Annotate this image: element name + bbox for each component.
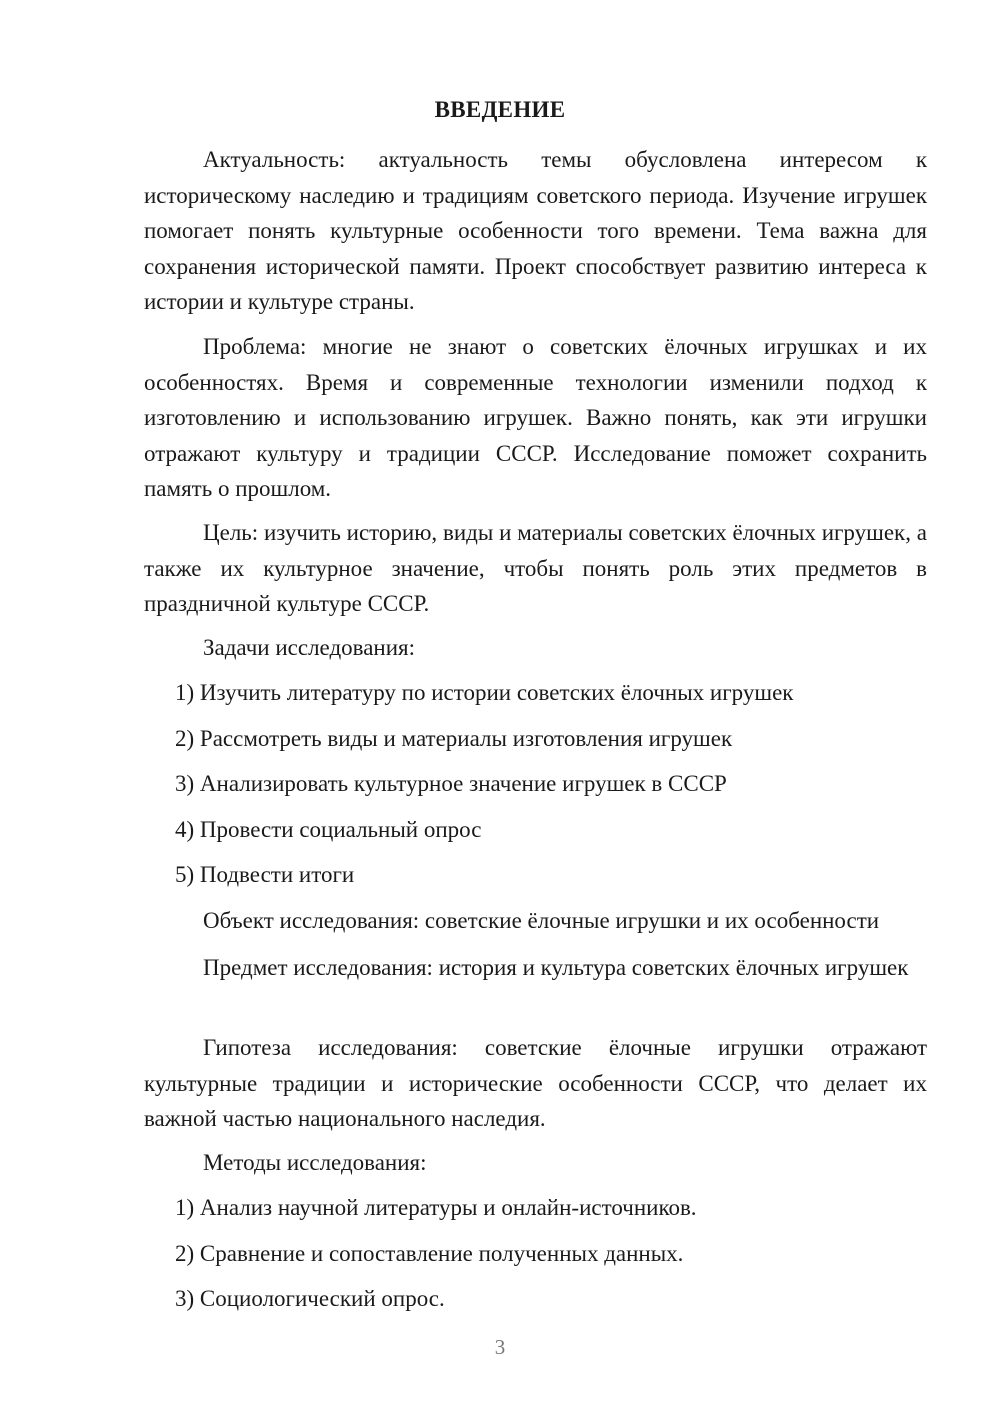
object-paragraph: Объект исследования: советские ёлочные игрушки и их особенности [203,908,880,933]
method-item: 2) Сравнение и сопоставление полученных данных. [175,1241,684,1266]
task-item: 3) Анализировать культурное значение игрушек в СССР [175,771,727,796]
hypothesis-paragraph: Гипотеза исследования: советские ёлочные игрушки отражают культурные традиции и исторические особенности СССР, что делает их важной частью национального наследия. [144,1035,927,1131]
goal-paragraph: Цель: изучить историю, виды и материалы советских ёлочных игрушек, а также их культурное значение, чтобы понять роль этих предметов в праздничной культуре СССР. [144,520,927,616]
relevance-paragraph: Актуальность: актуальность темы обусловлена интересом к историческому наследию и традициям советского периода. Изучение игрушек помогает понять культурные особенности того времени. Тема важна для сохранения исторической памяти. Проект способствует развитию интереса к истории и культуре страны. [144,147,927,314]
task-item: 2) Рассмотреть виды и материалы изготовления игрушек [175,726,733,751]
problem-paragraph: Проблема: многие не знают о советских ёлочных игрушках и их особенностях. Время и современные технологии изменили подход к изготовлению и использованию игрушек. Важно понять, как эти игрушки отражают культуру и традиции СССР. Исследование поможет сохранить память о прошлом. [144,334,927,501]
page-title: ВВЕДЕНИЕ [434,97,566,122]
method-item: 1) Анализ научной литературы и онлайн-источников. [175,1195,697,1220]
method-item: 3) Социологический опрос. [175,1286,445,1311]
task-item: 4) Провести социальный опрос [175,817,482,842]
tasks-label: Задачи исследования: [203,635,416,660]
task-item: 1) Изучить литературу по истории советских ёлочных игрушек [175,680,794,705]
subject-paragraph: Предмет исследования: история и культура советских ёлочных игрушек [203,955,909,980]
task-item: 5) Подвести итоги [175,862,355,887]
methods-label: Методы исследования: [203,1150,427,1175]
page-number: 3 [494,1335,506,1359]
